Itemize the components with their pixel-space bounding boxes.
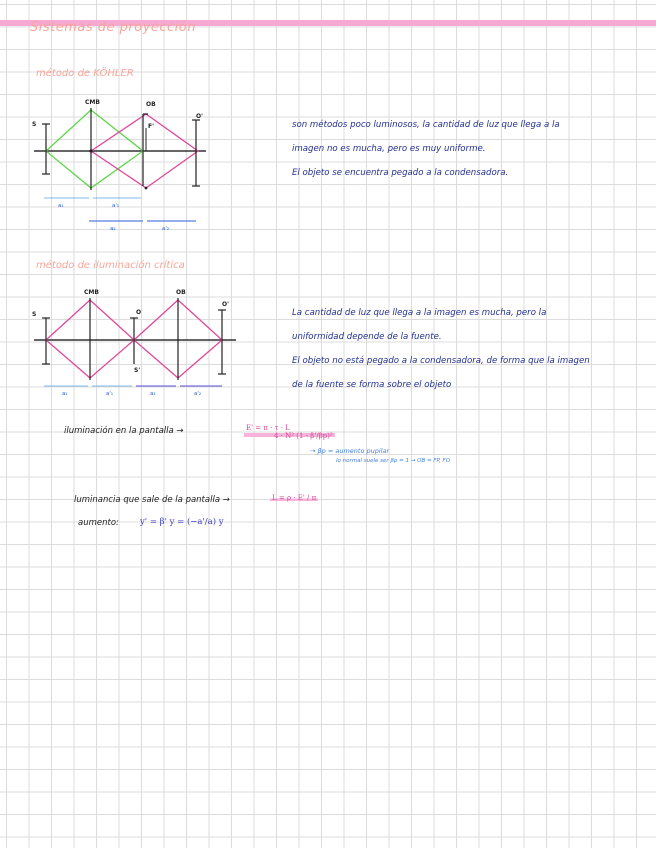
note-normal: lo normal suele ser βp = 1 → OB = FP, FO [336, 458, 451, 464]
critica-description [292, 301, 642, 397]
measure-a1-prime: a'₁ [106, 391, 114, 397]
luminancia-label: luminancia que sale de la pantalla → [74, 495, 230, 505]
kohler-line-3: El objeto se encuentra pegado a la condensadora. [292, 168, 509, 178]
aumento-formula: y' = β' y = (−a'/a) y [140, 517, 224, 527]
measure-a2-prime: a'₂ [194, 391, 202, 397]
kohler-line-1: son métodos poco luminosos, la cantidad de luz que llega a la [292, 120, 560, 130]
label-cmb: CMB [85, 99, 100, 106]
measure-a1: a₁ [62, 391, 68, 397]
section-kohler-heading: método de KÖHLER [36, 68, 134, 79]
measure-a1: a₁ [58, 203, 64, 209]
label-o: O [136, 309, 142, 316]
measure-a2-prime: a'₂ [162, 226, 170, 232]
aumento-label: aumento: [78, 518, 119, 528]
iluminacion-label: iluminación en la pantalla → [64, 426, 184, 436]
label-s: S [32, 121, 37, 128]
kohler-line-2: imagen no es mucha, pero es muy uniforme. [292, 144, 486, 154]
label-ob: OB [176, 289, 186, 296]
critica-line-3: El objeto no está pegado a la condensadora, de forma que la imagen [292, 356, 590, 366]
label-o-prime: O' [222, 301, 229, 308]
iluminacion-formula [244, 424, 335, 440]
measure-a2: a₂ [110, 226, 116, 232]
section-critica-heading: método de iluminación crítica [36, 260, 185, 271]
page-title: Sistemas de proyección [30, 20, 196, 35]
iluminacion-numerator: E' = π · τ · L [246, 424, 290, 432]
label-o-prime: O' [196, 113, 203, 120]
kohler-diagram [26, 94, 226, 244]
critica-line-1: La cantidad de luz que llega a la imagen es mucha, pero la [292, 308, 547, 318]
critica-line-4: de la fuente se forma sobre el objeto [292, 380, 452, 390]
label-cmb: CMB [84, 289, 99, 296]
measure-a1-prime: a'₁ [112, 203, 120, 209]
measure-a2: a₂ [150, 391, 156, 397]
iluminacion-denominator: 4 · N² (1 - β'/βp)² [274, 432, 333, 440]
kohler-description [292, 113, 642, 185]
label-s: S [32, 311, 37, 318]
note-aumento-pupilar: → βp = aumento pupilar [310, 447, 390, 455]
luminancia-formula: L = ρ · E' / π [272, 494, 317, 502]
label-ob: OB [146, 101, 156, 108]
critica-diagram [26, 284, 236, 404]
label-s-prime: S' [134, 367, 141, 374]
critica-line-2: uniformidad depende de la fuente. [292, 332, 442, 342]
label-f: F' [148, 123, 154, 130]
